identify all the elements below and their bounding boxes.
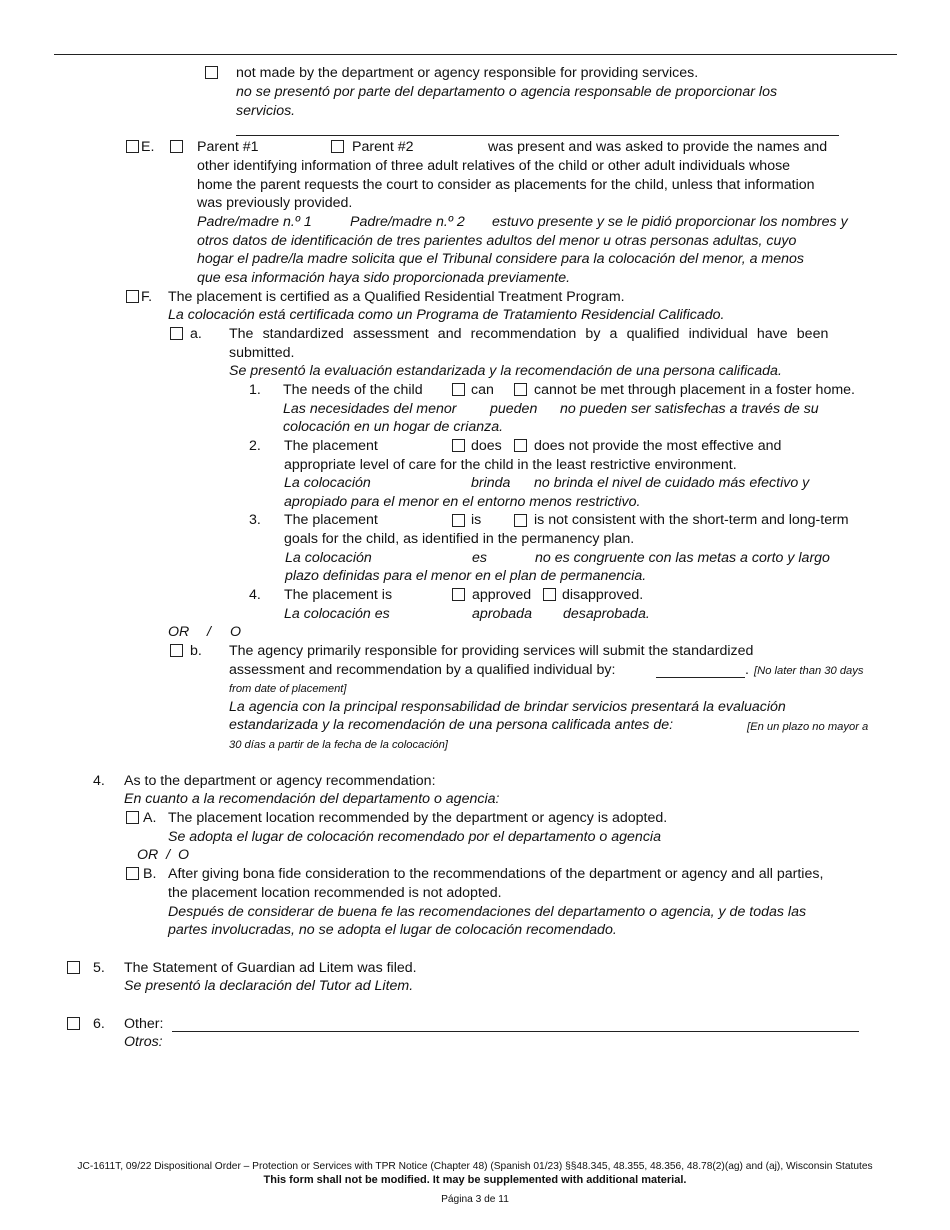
item-f-b-note-es-2: 30 días a partir de la fecha de la colocación] — [229, 739, 448, 751]
item-4-text-es: En cuanto a la recomendación del departamento o agencia: — [124, 791, 500, 807]
item-f-b-line-2: assessment and recommendation by a qualified individual by: — [229, 662, 616, 678]
item-e-es-parent1: Padre/madre n.º 1 — [197, 214, 312, 230]
item-f-a-line-1: The standardized assessment and recommendation by a qualified individual have been — [229, 326, 829, 342]
item-5-number: 5. — [93, 960, 105, 976]
q3-text-es-2: plazo definidas para el menor en el plan de permanencia. — [285, 568, 647, 584]
q3-is-label: is — [471, 512, 482, 528]
item-6-text: Other: — [124, 1016, 164, 1032]
item-e-es-line-4: que esa información haya sido proporcionada previamente. — [197, 270, 571, 286]
footer-form-line: JC-1611T, 09/22 Dispositional Order – Protection or Services with TPR Notice (Chapter 48) (Spanish 01/23) §§48.345, 48.355, 48.356, 48.78(2)(ag) and (aj), Wisconsin Statutes — [77, 1161, 873, 1172]
item-5-text-es: Se presentó la declaración del Tutor ad Litem. — [124, 978, 414, 994]
item-4b-letter: B. — [143, 866, 157, 882]
item-e-line-1: was present and was asked to provide the names and — [488, 139, 828, 155]
or-label-es: O — [230, 624, 242, 640]
q2-doesnot-es: no brinda el nivel de cuidado más efectivo y — [534, 475, 810, 491]
q1-cannot-checkbox[interactable] — [514, 383, 527, 396]
or-label: OR — [168, 624, 190, 640]
q1-text-es-2: colocación en un hogar de crianza. — [283, 419, 504, 435]
item-4b-text-es-1: Después de considerar de buena fe las recomendaciones del departamento o agencia, y de todas las — [168, 904, 807, 920]
item-5-checkbox[interactable] — [67, 961, 80, 974]
q4-approved-es: aprobada — [472, 606, 532, 622]
item-e-line-3: home the parent requests the court to consider as placements for the child, unless that information — [197, 177, 815, 193]
item-f-b-note-es-1: [En un plazo no mayor a — [747, 721, 869, 733]
item-4a-letter: A. — [143, 810, 157, 826]
q4-disapproved-label: disapproved. — [562, 587, 644, 603]
item-f-text-es: La colocación está certificada como un Programa de Tratamiento Residencial Calificado. — [168, 307, 725, 323]
item-f-b-note-1: [No later than 30 days — [754, 665, 864, 677]
q2-number: 2. — [249, 438, 261, 454]
q2-text: The placement — [284, 438, 378, 454]
item-f-a-line-2: submitted. — [229, 345, 295, 361]
q4-disapproved-es: desaprobada. — [563, 606, 650, 622]
q4-approved-checkbox[interactable] — [452, 588, 465, 601]
q1-can-label: can — [471, 382, 494, 398]
q4-text: The placement is — [284, 587, 393, 603]
q1-text-es: Las necesidades del menor — [283, 401, 457, 417]
item-e-es-line-2: otros datos de identificación de tres parientes adultos del menor u otras personas adultas, cuyo — [197, 233, 797, 249]
q1-can-checkbox[interactable] — [452, 383, 465, 396]
item-f-b-line-1: The agency primarily responsible for providing services will submit the standardized — [229, 643, 754, 659]
top-rule — [54, 54, 897, 55]
parent1-checkbox[interactable] — [170, 140, 183, 153]
q3-text-es: La colocación — [285, 550, 372, 566]
date-blank-line[interactable] — [656, 677, 745, 678]
item-4b-text-es-2: partes involucradas, no se adopta el lugar de colocación recomendado. — [168, 922, 617, 938]
other-blank-line[interactable] — [172, 1031, 859, 1032]
item-4b-line-1: After giving bona fide consideration to the recommendations of the department or agency and all parties, — [168, 866, 824, 882]
q3-text: The placement — [284, 512, 378, 528]
q2-text-es-2: apropiado para el menor en el entorno menos restrictivo. — [284, 494, 641, 510]
parent2-checkbox[interactable] — [331, 140, 344, 153]
item-f-b-letter: b. — [190, 643, 202, 659]
q4-text-es: La colocación es — [284, 606, 390, 622]
q2-does-es: brinda — [471, 475, 511, 491]
item-e-line-2: other identifying information of three adult relatives of the child or other adult individuals whose — [197, 158, 791, 174]
q1-can-es: pueden — [490, 401, 538, 417]
q3-isnot-es: no es congruente con las metas a corto y largo — [535, 550, 830, 566]
item-4b-line-2: the placement location recommended is not adopted. — [168, 885, 502, 901]
item-6-checkbox[interactable] — [67, 1017, 80, 1030]
date-blank-period: . — [745, 662, 749, 678]
q3-isnot-label: is not consistent with the short-term and long-term — [534, 512, 849, 528]
item-e-checkbox[interactable] — [126, 140, 139, 153]
item-6-text-es: Otros: — [124, 1034, 163, 1050]
item-4-number: 4. — [93, 773, 105, 789]
item-f-b-checkbox[interactable] — [170, 644, 183, 657]
item-4-text: As to the department or agency recommendation: — [124, 773, 436, 789]
not-made-text: not made by the department or agency responsible for providing services. — [236, 65, 699, 81]
q4-approved-label: approved — [472, 587, 532, 603]
q3-text-2: goals for the child, as identified in the permanency plan. — [284, 531, 635, 547]
item-f-checkbox[interactable] — [126, 290, 139, 303]
q3-is-checkbox[interactable] — [452, 514, 465, 527]
item-5-text: The Statement of Guardian ad Litem was filed. — [124, 960, 417, 976]
q3-is-es: es — [472, 550, 487, 566]
item-f-b-text-es-1: La agencia con la principal responsabilidad de brindar servicios presentará la evaluación — [229, 699, 786, 715]
q3-number: 3. — [249, 512, 261, 528]
footer-notice: This form shall not be modified. It may be supplemented with additional material. — [263, 1174, 687, 1186]
blank-line — [236, 135, 839, 136]
not-made-text-es: no se presentó por parte del departamento o agencia responsable de proporcionar los — [236, 84, 778, 100]
item-f-text: The placement is certified as a Qualified Residential Treatment Program. — [168, 289, 625, 305]
q2-doesnot-checkbox[interactable] — [514, 439, 527, 452]
q2-does-label: does — [471, 438, 502, 454]
q3-isnot-checkbox[interactable] — [514, 514, 527, 527]
item-f-a-letter: a. — [190, 326, 202, 342]
q2-text-es: La colocación — [284, 475, 371, 491]
item-f-b-text-es-2: estandarizada y la recomendación de una persona calificada antes de: — [229, 717, 674, 733]
q2-text-2: appropriate level of care for the child in the least restrictive environment. — [284, 457, 737, 473]
item-f-b-note-2: from date of placement] — [229, 683, 347, 695]
page-number: Página 3 de 11 — [441, 1194, 509, 1205]
item-f-a-text-es: Se presentó la evaluación estandarizada y la recomendación de una persona calificada. — [229, 363, 782, 379]
or-slash: / — [207, 624, 211, 640]
q1-number: 1. — [249, 382, 261, 398]
not-made-text-es-2: servicios. — [236, 103, 296, 119]
item-e-es-parent2: Padre/madre n.º 2 — [350, 214, 465, 230]
item-4a-text-es: Se adopta el lugar de colocación recomendado por el departamento o agencia — [168, 829, 661, 845]
q1-text: The needs of the child — [283, 382, 423, 398]
item-4a-checkbox[interactable] — [126, 811, 139, 824]
q2-doesnot-label: does not provide the most effective and — [534, 438, 782, 454]
item-f-letter: F. — [141, 289, 153, 305]
not-made-checkbox[interactable] — [205, 66, 218, 79]
q1-cannot-label: cannot be met through placement in a foster home. — [534, 382, 855, 398]
item-e-es-line-1: estuvo presente y se le pidió proporcionar los nombres y — [492, 214, 848, 230]
item-f-a-checkbox[interactable] — [170, 327, 183, 340]
q1-cannot-es: no pueden ser satisfechas a través de su — [560, 401, 819, 417]
parent2-label: Parent #2 — [352, 139, 414, 155]
item-e-letter: E. — [141, 139, 155, 155]
item-e-line-4: was previously provided. — [197, 195, 353, 211]
q2-does-checkbox[interactable] — [452, 439, 465, 452]
parent1-label: Parent #1 — [197, 139, 259, 155]
item-4a-text: The placement location recommended by the department or agency is adopted. — [168, 810, 668, 826]
q4-number: 4. — [249, 587, 261, 603]
item-4b-checkbox[interactable] — [126, 867, 139, 880]
q4-disapproved-checkbox[interactable] — [543, 588, 556, 601]
item-4-or-label: OR / O — [137, 847, 190, 863]
item-6-number: 6. — [93, 1016, 105, 1032]
item-e-es-line-3: hogar el padre/la madre solicita que el Tribunal considere para la colocación del menor, a menos — [197, 251, 804, 267]
